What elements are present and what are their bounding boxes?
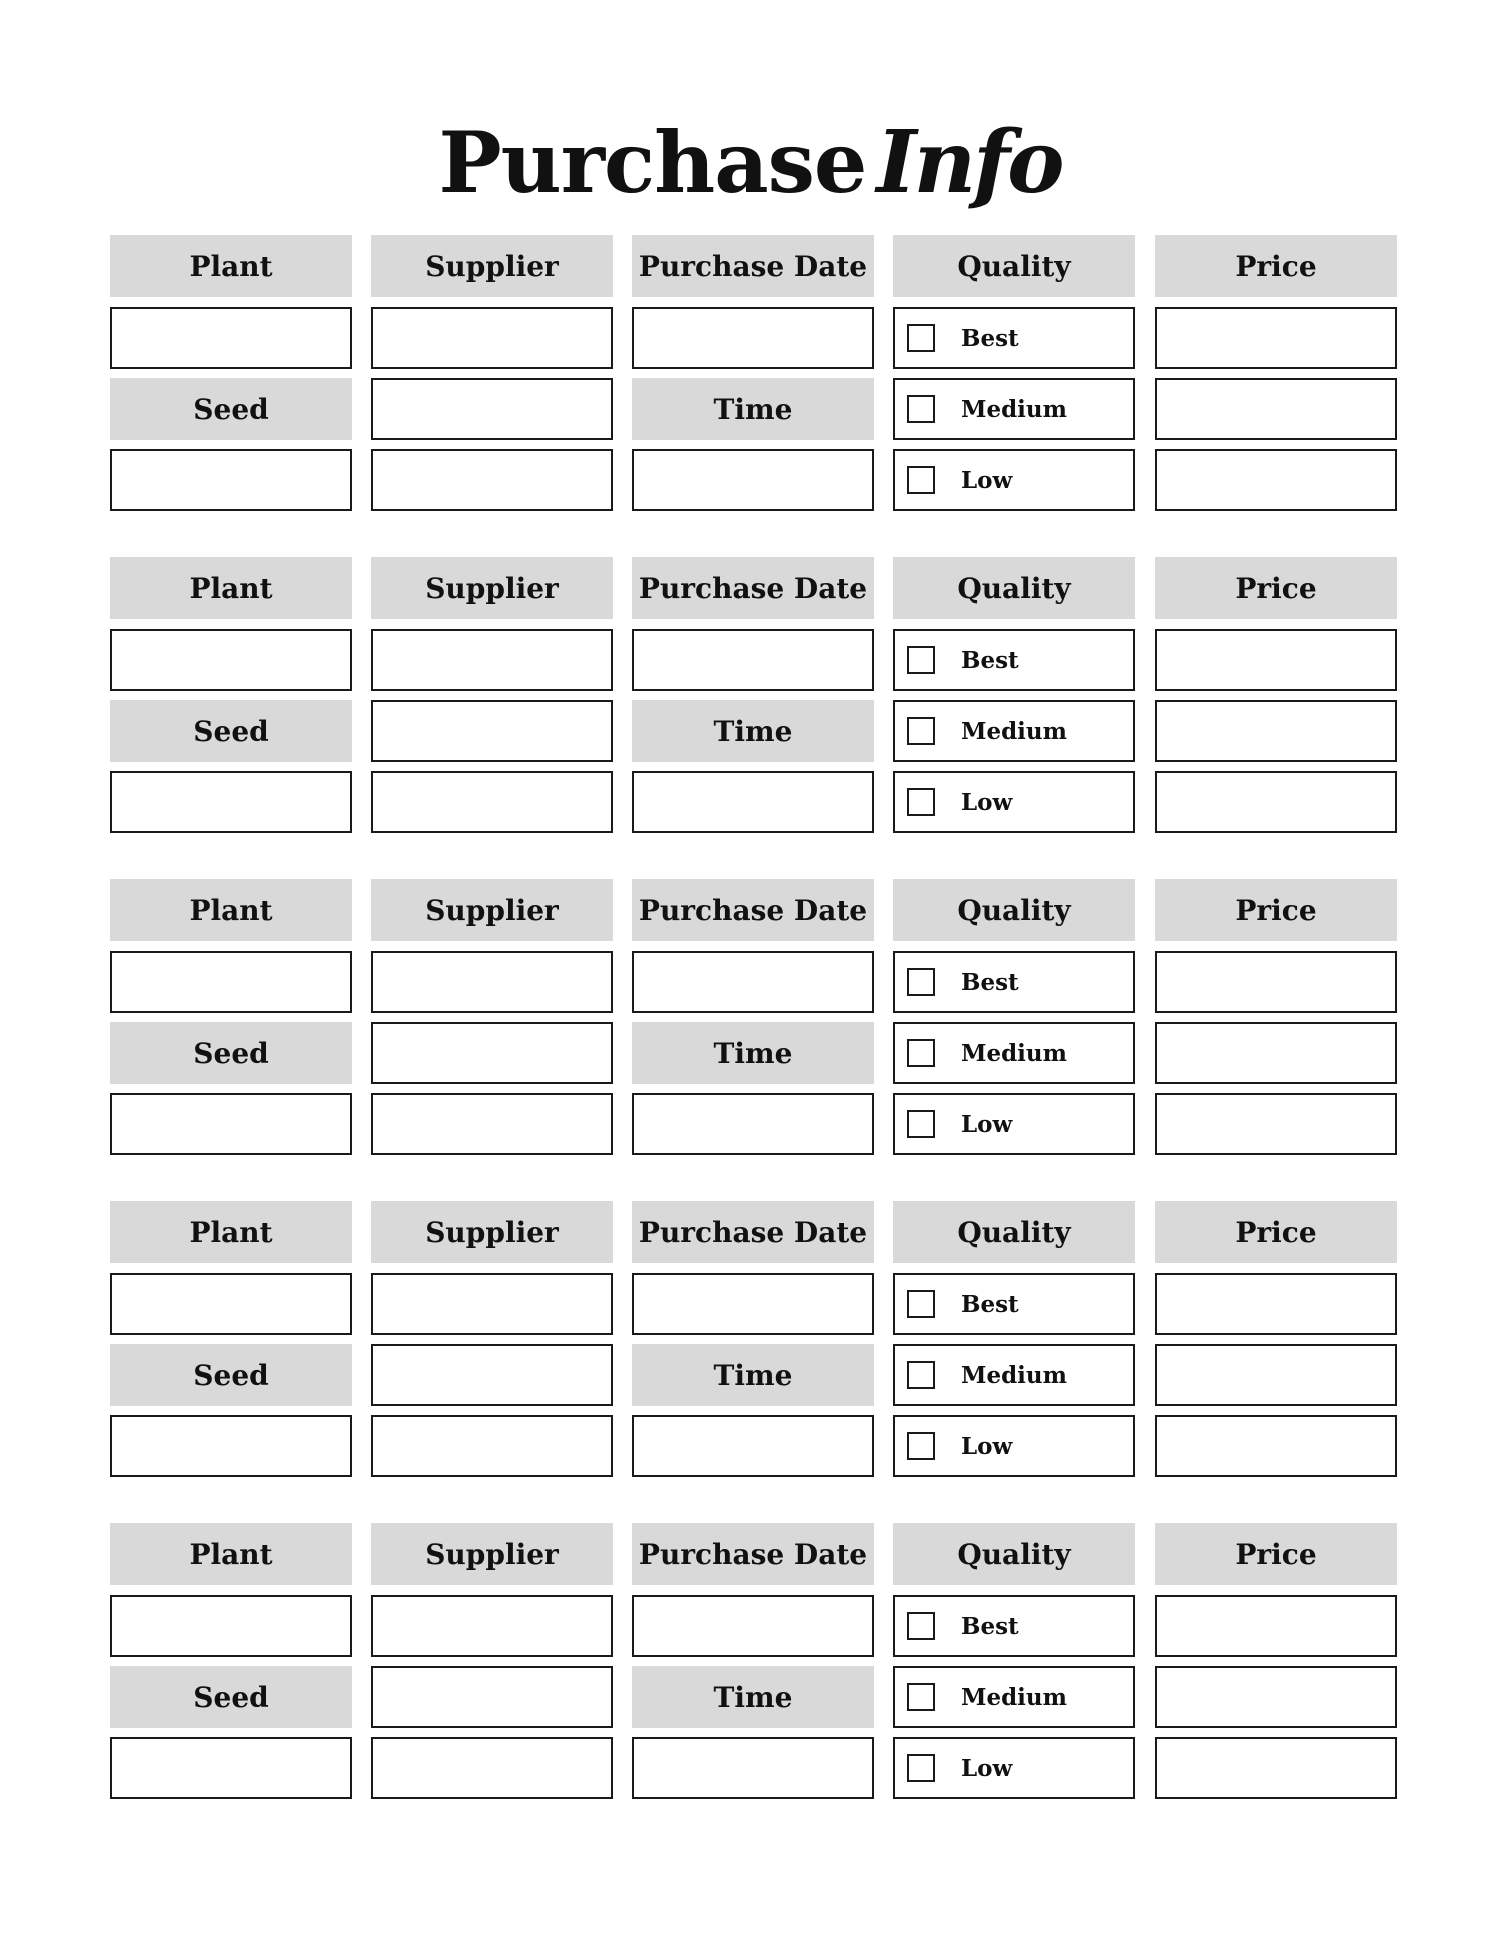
purchase-date-column — [632, 1201, 874, 1486]
plant-field[interactable] — [110, 1273, 352, 1335]
purchase-entry — [110, 1201, 1397, 1486]
quality-medium-option[interactable] — [893, 1022, 1135, 1084]
quality-medium-label: Medium — [961, 717, 1067, 745]
purchase-date-header: Purchase Date — [632, 879, 874, 941]
quality-column — [893, 1523, 1135, 1808]
quality-header: Quality — [893, 1523, 1135, 1585]
purchase-date-column — [632, 235, 874, 520]
quality-column — [893, 1201, 1135, 1486]
quality-column — [893, 235, 1135, 520]
purchase-date-field[interactable] — [632, 951, 874, 1013]
time-header: Time — [632, 1344, 874, 1406]
page-title — [0, 112, 1500, 232]
quality-medium-label: Medium — [961, 1361, 1067, 1389]
purchase-entry — [110, 879, 1397, 1164]
quality-low-option[interactable] — [893, 449, 1135, 511]
quality-best-label: Best — [961, 324, 1019, 352]
purchase-date-header: Purchase Date — [632, 1201, 874, 1263]
quality-low-checkbox[interactable] — [907, 1754, 935, 1782]
time-header: Time — [632, 378, 874, 440]
seed-header: Seed — [110, 378, 352, 440]
supplier-field[interactable] — [371, 951, 613, 1013]
plant-column — [110, 1201, 352, 1486]
purchase-date-column — [632, 1523, 874, 1808]
quality-low-checkbox[interactable] — [907, 466, 935, 494]
supplier-header: Supplier — [371, 879, 613, 941]
purchase-date-field[interactable] — [632, 307, 874, 369]
quality-medium-option[interactable] — [893, 700, 1135, 762]
supplier-column — [371, 235, 613, 520]
quality-medium-label: Medium — [961, 1039, 1067, 1067]
quality-column — [893, 557, 1135, 842]
price-field[interactable] — [1155, 1595, 1397, 1657]
quality-low-checkbox[interactable] — [907, 1432, 935, 1460]
supplier-column — [371, 1201, 613, 1486]
quality-low-label: Low — [961, 1110, 1013, 1138]
quality-low-label: Low — [961, 1754, 1013, 1782]
time-field[interactable] — [632, 1093, 874, 1155]
price-field[interactable] — [1155, 700, 1397, 762]
supplier-field[interactable] — [371, 700, 613, 762]
seed-field[interactable] — [110, 1093, 352, 1155]
supplier-field[interactable] — [371, 1666, 613, 1728]
supplier-field[interactable] — [371, 1093, 613, 1155]
quality-best-label: Best — [961, 1612, 1019, 1640]
quality-header: Quality — [893, 1201, 1135, 1263]
supplier-column — [371, 879, 613, 1164]
quality-header: Quality — [893, 557, 1135, 619]
quality-column — [893, 879, 1135, 1164]
price-field[interactable] — [1155, 1022, 1397, 1084]
quality-best-option[interactable] — [893, 951, 1135, 1013]
plant-header: Plant — [110, 879, 352, 941]
plant-field[interactable] — [110, 307, 352, 369]
time-header: Time — [632, 700, 874, 762]
price-field[interactable] — [1155, 771, 1397, 833]
quality-best-option[interactable] — [893, 307, 1135, 369]
time-field[interactable] — [632, 771, 874, 833]
supplier-field[interactable] — [371, 1415, 613, 1477]
quality-low-option[interactable] — [893, 1415, 1135, 1477]
purchase-date-header: Purchase Date — [632, 235, 874, 297]
quality-medium-checkbox[interactable] — [907, 1039, 935, 1067]
quality-medium-option[interactable] — [893, 1666, 1135, 1728]
time-field[interactable] — [632, 1737, 874, 1799]
price-field[interactable] — [1155, 1666, 1397, 1728]
price-field[interactable] — [1155, 1415, 1397, 1477]
purchase-entry — [110, 235, 1397, 520]
supplier-field[interactable] — [371, 449, 613, 511]
supplier-header: Supplier — [371, 557, 613, 619]
supplier-field[interactable] — [371, 771, 613, 833]
quality-low-option[interactable] — [893, 1093, 1135, 1155]
price-field[interactable] — [1155, 1344, 1397, 1406]
quality-low-checkbox[interactable] — [907, 1110, 935, 1138]
quality-header: Quality — [893, 235, 1135, 297]
price-column — [1155, 235, 1397, 520]
quality-low-label: Low — [961, 1432, 1013, 1460]
quality-low-label: Low — [961, 788, 1013, 816]
seed-field[interactable] — [110, 771, 352, 833]
supplier-field[interactable] — [371, 378, 613, 440]
plant-header: Plant — [110, 557, 352, 619]
title-main: Purchase — [438, 113, 867, 212]
purchase-date-column — [632, 557, 874, 842]
quality-low-option[interactable] — [893, 771, 1135, 833]
price-field[interactable] — [1155, 1093, 1397, 1155]
supplier-field[interactable] — [371, 1022, 613, 1084]
supplier-field[interactable] — [371, 1595, 613, 1657]
quality-best-label: Best — [961, 1290, 1019, 1318]
seed-field[interactable] — [110, 1415, 352, 1477]
seed-field[interactable] — [110, 449, 352, 511]
price-header: Price — [1155, 879, 1397, 941]
plant-column — [110, 1523, 352, 1808]
purchase-date-field[interactable] — [632, 629, 874, 691]
time-header: Time — [632, 1022, 874, 1084]
supplier-column — [371, 557, 613, 842]
plant-header: Plant — [110, 235, 352, 297]
quality-best-checkbox[interactable] — [907, 1290, 935, 1318]
quality-medium-checkbox[interactable] — [907, 717, 935, 745]
plant-field[interactable] — [110, 951, 352, 1013]
quality-best-checkbox[interactable] — [907, 324, 935, 352]
quality-medium-label: Medium — [961, 395, 1067, 423]
supplier-field[interactable] — [371, 1273, 613, 1335]
supplier-field[interactable] — [371, 629, 613, 691]
seed-header: Seed — [110, 700, 352, 762]
time-header: Time — [632, 1666, 874, 1728]
plant-column — [110, 557, 352, 842]
price-column — [1155, 1523, 1397, 1808]
quality-header: Quality — [893, 879, 1135, 941]
time-field[interactable] — [632, 1415, 874, 1477]
quality-medium-checkbox[interactable] — [907, 1361, 935, 1389]
price-field[interactable] — [1155, 951, 1397, 1013]
quality-best-option[interactable] — [893, 1273, 1135, 1335]
plant-column — [110, 879, 352, 1164]
plant-field[interactable] — [110, 1595, 352, 1657]
price-column — [1155, 1201, 1397, 1486]
supplier-field[interactable] — [371, 307, 613, 369]
price-field[interactable] — [1155, 307, 1397, 369]
quality-low-option[interactable] — [893, 1737, 1135, 1799]
supplier-header: Supplier — [371, 1523, 613, 1585]
price-field[interactable] — [1155, 1273, 1397, 1335]
price-column — [1155, 557, 1397, 842]
purchase-date-header: Purchase Date — [632, 557, 874, 619]
purchase-date-field[interactable] — [632, 1595, 874, 1657]
price-field[interactable] — [1155, 378, 1397, 440]
quality-best-checkbox[interactable] — [907, 646, 935, 674]
price-column — [1155, 879, 1397, 1164]
quality-best-option[interactable] — [893, 1595, 1135, 1657]
price-field[interactable] — [1155, 1737, 1397, 1799]
purchase-date-header: Purchase Date — [632, 1523, 874, 1585]
supplier-field[interactable] — [371, 1344, 613, 1406]
seed-header: Seed — [110, 1666, 352, 1728]
quality-medium-option[interactable] — [893, 378, 1135, 440]
purchase-date-field[interactable] — [632, 1273, 874, 1335]
plant-header: Plant — [110, 1201, 352, 1263]
quality-medium-option[interactable] — [893, 1344, 1135, 1406]
price-header: Price — [1155, 1201, 1397, 1263]
plant-column — [110, 235, 352, 520]
quality-best-option[interactable] — [893, 629, 1135, 691]
supplier-header: Supplier — [371, 235, 613, 297]
supplier-field[interactable] — [371, 1737, 613, 1799]
plant-field[interactable] — [110, 629, 352, 691]
quality-medium-label: Medium — [961, 1683, 1067, 1711]
price-header: Price — [1155, 235, 1397, 297]
quality-best-label: Best — [961, 968, 1019, 996]
purchase-entry — [110, 1523, 1397, 1808]
quality-low-label: Low — [961, 466, 1013, 494]
time-field[interactable] — [632, 449, 874, 511]
quality-medium-checkbox[interactable] — [907, 1683, 935, 1711]
price-field[interactable] — [1155, 629, 1397, 691]
supplier-column — [371, 1523, 613, 1808]
price-header: Price — [1155, 557, 1397, 619]
purchase-date-column — [632, 879, 874, 1164]
quality-best-checkbox[interactable] — [907, 968, 935, 996]
title-script: Info — [876, 112, 1062, 213]
supplier-header: Supplier — [371, 1201, 613, 1263]
plant-header: Plant — [110, 1523, 352, 1585]
price-field[interactable] — [1155, 449, 1397, 511]
quality-medium-checkbox[interactable] — [907, 395, 935, 423]
price-header: Price — [1155, 1523, 1397, 1585]
quality-best-label: Best — [961, 646, 1019, 674]
quality-low-checkbox[interactable] — [907, 788, 935, 816]
quality-best-checkbox[interactable] — [907, 1612, 935, 1640]
seed-header: Seed — [110, 1344, 352, 1406]
purchase-entry — [110, 557, 1397, 842]
seed-header: Seed — [110, 1022, 352, 1084]
seed-field[interactable] — [110, 1737, 352, 1799]
